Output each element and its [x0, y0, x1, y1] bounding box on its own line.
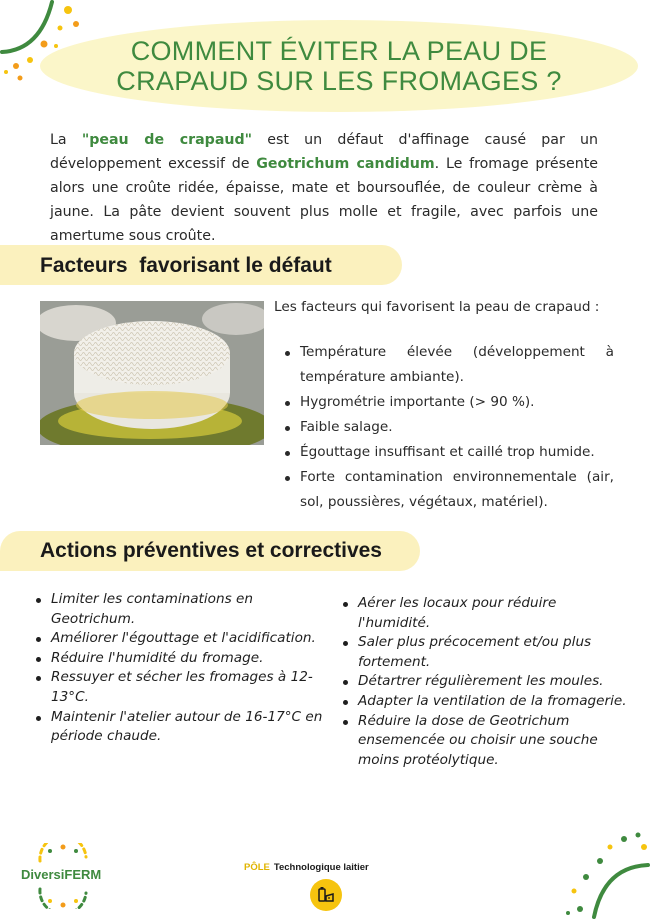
list-item: Adapter la ventilation de la fromagerie.	[341, 692, 631, 712]
intro-paragraph	[50, 128, 598, 248]
term-geotrichum: Geotrichum candidum	[256, 156, 435, 172]
list-item: Température élevée (développement à température ambiante).	[284, 340, 614, 390]
actions-list-right	[341, 594, 631, 770]
dairy-icon	[310, 879, 342, 911]
list-item: Détartrer régulièrement les moules.	[341, 672, 631, 692]
intro-text-3: . Le fromage présente alors une croûte ridée, épaisse, mate et boursouflée, de couleur crème à jaune. La pâte devient souvent plus molle et fragile, avec parfois une amertume sous croûte.	[50, 156, 598, 244]
list-item: Maintenir l'atelier autour de 16-17°C en période chaude.	[34, 708, 324, 747]
factors-lead: Les facteurs qui favorisent la peau de crapaud :	[274, 299, 600, 315]
actions-list-left	[34, 590, 324, 747]
section-title-actions: Actions préventives et correctives	[40, 539, 382, 562]
list-item: Aérer les locaux pour réduire l'humidité.	[341, 594, 631, 633]
list-item: Forte contamination environnementale (air, sol, poussières, végétaux, matériel).	[284, 465, 614, 510]
logo-text-ferm: FERM	[64, 867, 102, 882]
term-peau-de-crapaud: "peau de crapaud"	[81, 132, 253, 148]
pole-label	[244, 862, 369, 873]
logo-text-diversi: Diversi	[21, 867, 65, 882]
list-item: Améliorer l'égouttage et l'acidification.	[34, 629, 324, 649]
intro-text-1: La	[50, 132, 82, 148]
factors-list	[284, 340, 614, 510]
list-item: Saler plus précocement et/ou plus fortement.	[341, 633, 631, 672]
title-banner	[40, 20, 638, 112]
list-item: Faible salage.	[284, 415, 614, 440]
pole-name: Technologique laitier	[273, 862, 369, 873]
cheese-photo-illustration	[40, 301, 264, 445]
list-item: Hygrométrie importante (> 90 %).	[284, 390, 614, 415]
list-item: Réduire la dose de Geotrichum ensemencée ou choisir une souche moins protéolytique.	[341, 712, 631, 771]
list-item: Limiter les contaminations en Geotrichum.	[34, 590, 324, 629]
section-title-factors: Facteurs favorisant le défaut	[40, 254, 332, 277]
intro-text-2: est un défaut d'affinage causé par un développement excessif de	[50, 132, 599, 172]
list-item: Réduire l'humidité du fromage.	[34, 649, 324, 669]
diversiferm-logo-text	[21, 867, 101, 882]
corner-decoration-bottom-right	[560, 829, 650, 919]
list-item: Égouttage insuffisant et caillé trop humide.	[284, 440, 614, 465]
milk-cheese-icon	[316, 885, 336, 905]
list-item: Ressuyer et sécher les fromages à 12-13°C.	[34, 668, 324, 707]
pole-prefix: PÔLE	[244, 862, 270, 873]
cheese-photo	[40, 301, 264, 445]
page-title: COMMENT ÉVITER LA PEAU DE CRAPAUD SUR LES FROMAGES ?	[116, 36, 562, 96]
